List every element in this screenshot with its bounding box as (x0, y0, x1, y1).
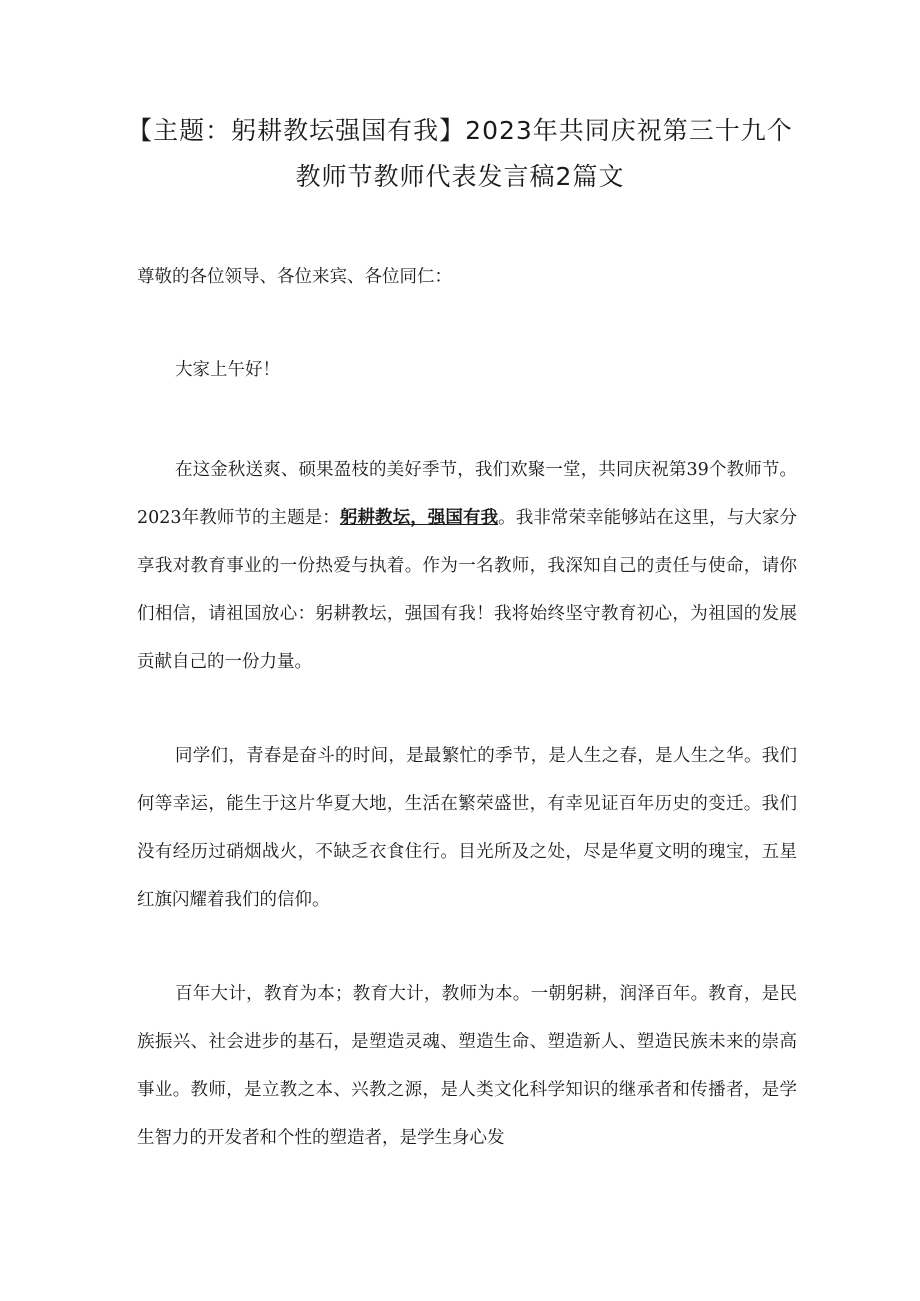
paragraph-3: 百年大计，教育为本；教育大计，教师为本。一朝躬耕，润泽百年。教育，是民族振兴、社会进步的基石，是塑造灵魂、塑造生命、塑造新人、塑造民族未来的崇高事业。教师，是立教之本、兴教之源，是人类文化科学知识的继承者和传播者，是学生智力的开发者和个性的塑造者，是学生身心发 (137, 984, 797, 1148)
salutation: 尊敬的各位领导、各位来宾、各位同仁： (137, 267, 452, 287)
paragraph-1-before: 在这金秋送爽、硕果盈枝的美好季节，我们欢聚一堂，共同庆祝第39个教师节。2023年教师节的主题是： (137, 460, 797, 528)
paragraph-2: 同学们，青春是奋斗的时间，是最繁忙的季节，是人生之春，是人生之华。我们何等幸运，能生于这片华夏大地，生活在繁荣盛世，有幸见证百年历史的变迁。我们没有经历过硝烟战火，不缺乏衣食住行。目光所及之处，尽是华夏文明的瑰宝，五星红旗闪耀着我们的信仰。 (137, 746, 797, 910)
document-title: 【主题：躬耕教坛强国有我】2023年共同庆祝第三十九个教师节教师代表发言稿2篇文 (127, 116, 793, 191)
paragraph-1-after: 。我非常荣幸能够站在这里，与大家分享我对教育事业的一份热爱与执着。作为一名教师，我深知自己的责任与使命，请你们相信，请祖国放心：躬耕教坛，强国有我！我将始终坚守教育初心，为祖国的发展贡献自己的一份力量。 (137, 508, 798, 672)
greeting: 大家上午好！ (175, 360, 280, 380)
paragraph-1 (137, 446, 797, 686)
theme-emphasis: 躬耕教坛，强国有我 (339, 508, 499, 528)
